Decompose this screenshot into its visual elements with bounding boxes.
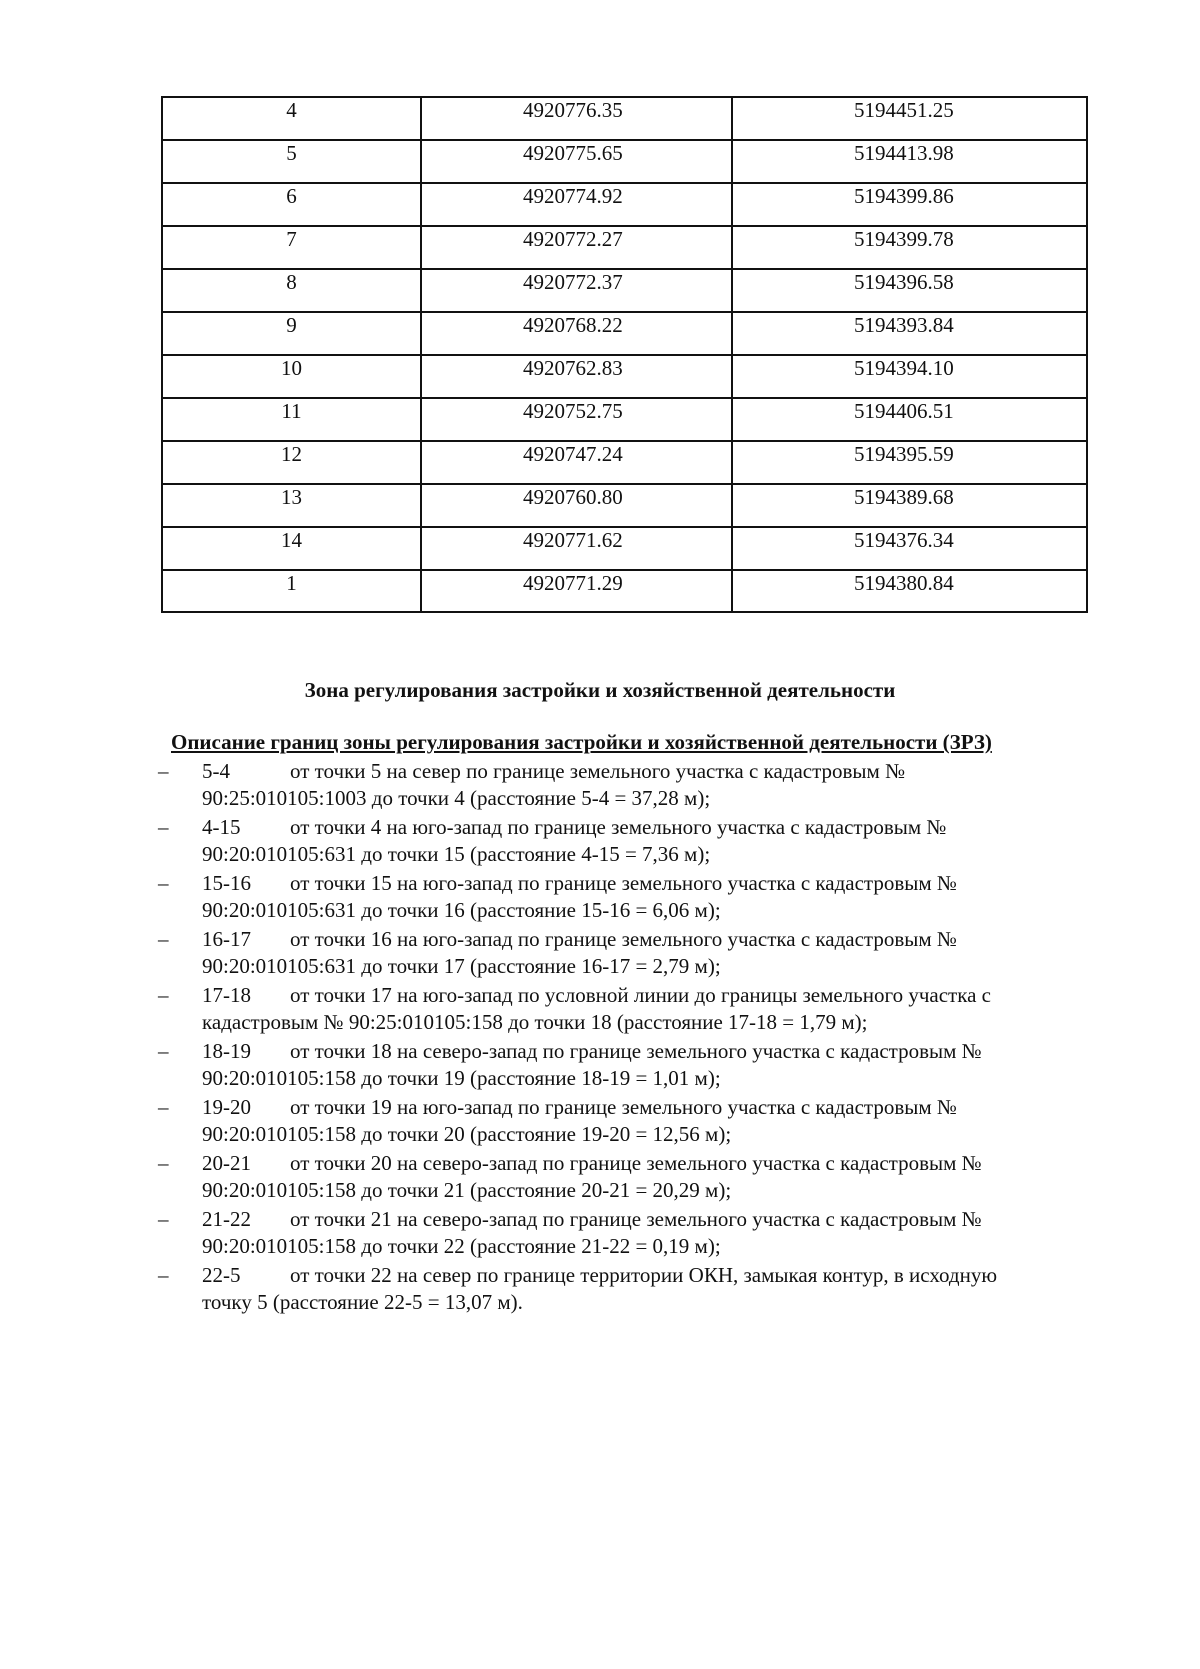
- y-coordinate-cell: 5194376.34: [732, 527, 1087, 570]
- x-coordinate-cell: 4920775.65: [421, 140, 732, 183]
- segment-line-2: 90:20:010105:158 до точки 21 (расстояние 20-21 = 20,29 м);: [202, 1178, 732, 1202]
- segment-line-1: [202, 1094, 1092, 1121]
- y-coordinate-cell: 5194393.84: [732, 312, 1087, 355]
- segment-line-2: 90:20:010105:158 до точки 22 (расстояние 21-22 = 0,19 м);: [202, 1234, 721, 1258]
- list-item: [0, 982, 1200, 1038]
- segment-description: [202, 1150, 1092, 1204]
- x-coordinate-cell: 4920774.92: [421, 183, 732, 226]
- list-dash: –: [158, 1151, 169, 1175]
- table-row: [162, 226, 1087, 269]
- zone-boundary-heading: Описание границ зоны регулирования застройки и хозяйственной деятельности (ЗРЗ): [171, 730, 992, 754]
- point-number-cell: 5: [162, 140, 421, 183]
- zone-title: Зона регулирования застройки и хозяйственной деятельности: [304, 678, 896, 702]
- x-coordinate-cell: 4920752.75: [421, 398, 732, 441]
- segment-description: [202, 982, 1092, 1036]
- segment-text-1: от точки 15 на юго-запад по границе земельного участка с кадастровым №: [290, 871, 957, 895]
- list-item: [0, 1262, 1200, 1318]
- table-row: [162, 355, 1087, 398]
- segment-line-2: 90:20:010105:158 до точки 20 (расстояние 19-20 = 12,56 м);: [202, 1122, 732, 1146]
- point-number-cell: 4: [162, 97, 421, 140]
- list-item: [0, 758, 1200, 814]
- point-number-cell: 12: [162, 441, 421, 484]
- segment-id: 22-5: [202, 1263, 241, 1287]
- segment-text-1: от точки 4 на юго-запад по границе земельного участка с кадастровым №: [290, 815, 947, 839]
- segment-id: 19-20: [202, 1095, 251, 1119]
- segment-id: 18-19: [202, 1039, 251, 1063]
- segment-line-2: 90:25:010105:1003 до точки 4 (расстояние 5-4 = 37,28 м);: [202, 786, 711, 810]
- list-item: [0, 926, 1200, 982]
- list-item: [0, 1094, 1200, 1150]
- segment-description: [202, 1206, 1092, 1260]
- point-number-cell: 8: [162, 269, 421, 312]
- segment-description: [202, 1038, 1092, 1092]
- segment-line-2: точку 5 (расстояние 22-5 = 13,07 м).: [202, 1290, 523, 1314]
- point-number-cell: 13: [162, 484, 421, 527]
- segment-line-1: [202, 870, 1092, 897]
- segment-line-2: кадастровым № 90:25:010105:158 до точки 18 (расстояние 17-18 = 1,79 м);: [202, 1010, 868, 1034]
- point-number-cell: 9: [162, 312, 421, 355]
- segment-id: 21-22: [202, 1207, 251, 1231]
- segment-line-1: [202, 982, 1092, 1009]
- y-coordinate-cell: 5194396.58: [732, 269, 1087, 312]
- segment-line-1: [202, 758, 1092, 785]
- segment-id: 4-15: [202, 815, 241, 839]
- segment-line-1: [202, 1206, 1092, 1233]
- y-coordinate-cell: 5194394.10: [732, 355, 1087, 398]
- list-item: [0, 1038, 1200, 1094]
- table-row: [162, 312, 1087, 355]
- y-coordinate-cell: 5194389.68: [732, 484, 1087, 527]
- point-number-cell: 10: [162, 355, 421, 398]
- segment-line-2: 90:20:010105:158 до точки 19 (расстояние 18-19 = 1,01 м);: [202, 1066, 721, 1090]
- list-item: [0, 870, 1200, 926]
- list-dash: –: [158, 983, 169, 1007]
- segment-description: [202, 926, 1092, 980]
- table-row: [162, 570, 1087, 612]
- y-coordinate-cell: 5194406.51: [732, 398, 1087, 441]
- x-coordinate-cell: 4920762.83: [421, 355, 732, 398]
- segment-text-1: от точки 21 на северо-запад по границе земельного участка с кадастровым №: [290, 1207, 982, 1231]
- x-coordinate-cell: 4920768.22: [421, 312, 732, 355]
- segment-text-1: от точки 17 на юго-запад по условной линии до границы земельного участка с: [290, 983, 991, 1007]
- list-dash: –: [158, 759, 169, 783]
- table-row: [162, 183, 1087, 226]
- segment-line-1: [202, 1150, 1092, 1177]
- segment-id: 16-17: [202, 927, 251, 951]
- boundary-segment-list: [0, 758, 1200, 1318]
- segment-line-2: 90:20:010105:631 до точки 16 (расстояние 15-16 = 6,06 м);: [202, 898, 721, 922]
- segment-text-1: от точки 20 на северо-запад по границе земельного участка с кадастровым №: [290, 1151, 982, 1175]
- x-coordinate-cell: 4920771.29: [421, 570, 732, 612]
- y-coordinate-cell: 5194395.59: [732, 441, 1087, 484]
- segment-id: 15-16: [202, 871, 251, 895]
- segment-description: [202, 814, 1092, 868]
- table-row: [162, 441, 1087, 484]
- y-coordinate-cell: 5194380.84: [732, 570, 1087, 612]
- point-number-cell: 7: [162, 226, 421, 269]
- list-dash: –: [158, 927, 169, 951]
- y-coordinate-cell: 5194399.86: [732, 183, 1087, 226]
- coordinates-table: [161, 96, 1088, 613]
- list-dash: –: [158, 1095, 169, 1119]
- table-row: [162, 97, 1087, 140]
- segment-line-2: 90:20:010105:631 до точки 17 (расстояние 16-17 = 2,79 м);: [202, 954, 721, 978]
- list-item: [0, 1206, 1200, 1262]
- point-number-cell: 6: [162, 183, 421, 226]
- point-number-cell: 1: [162, 570, 421, 612]
- coordinates-table-body: [162, 97, 1087, 612]
- table-row: [162, 140, 1087, 183]
- segment-line-2: 90:20:010105:631 до точки 15 (расстояние 4-15 = 7,36 м);: [202, 842, 711, 866]
- list-dash: –: [158, 1207, 169, 1231]
- table-row: [162, 398, 1087, 441]
- segment-description: [202, 1094, 1092, 1148]
- segment-line-1: [202, 1038, 1092, 1065]
- segment-description: [202, 1262, 1092, 1316]
- segment-text-1: от точки 22 на север по границе территории ОКН, замыкая контур, в исходную: [290, 1263, 998, 1287]
- y-coordinate-cell: 5194413.98: [732, 140, 1087, 183]
- table-row: [162, 484, 1087, 527]
- x-coordinate-cell: 4920772.27: [421, 226, 732, 269]
- segment-text-1: от точки 5 на север по границе земельного участка с кадастровым №: [290, 759, 906, 783]
- point-number-cell: 14: [162, 527, 421, 570]
- list-dash: –: [158, 871, 169, 895]
- segment-line-1: [202, 814, 1092, 841]
- list-dash: –: [158, 815, 169, 839]
- segment-id: 20-21: [202, 1151, 251, 1175]
- y-coordinate-cell: 5194399.78: [732, 226, 1087, 269]
- table-row: [162, 269, 1087, 312]
- segment-line-1: [202, 1262, 1092, 1289]
- x-coordinate-cell: 4920772.37: [421, 269, 732, 312]
- x-coordinate-cell: 4920776.35: [421, 97, 732, 140]
- list-item: [0, 1150, 1200, 1206]
- list-item: [0, 814, 1200, 870]
- x-coordinate-cell: 4920771.62: [421, 527, 732, 570]
- list-dash: –: [158, 1263, 169, 1287]
- segment-id: 5-4: [202, 759, 230, 783]
- point-number-cell: 11: [162, 398, 421, 441]
- x-coordinate-cell: 4920747.24: [421, 441, 732, 484]
- list-dash: –: [158, 1039, 169, 1063]
- table-row: [162, 527, 1087, 570]
- segment-line-1: [202, 926, 1092, 953]
- segment-id: 17-18: [202, 983, 251, 1007]
- segment-text-1: от точки 18 на северо-запад по границе земельного участка с кадастровым №: [290, 1039, 982, 1063]
- segment-description: [202, 870, 1092, 924]
- segment-description: [202, 758, 1092, 812]
- segment-text-1: от точки 16 на юго-запад по границе земельного участка с кадастровым №: [290, 927, 957, 951]
- x-coordinate-cell: 4920760.80: [421, 484, 732, 527]
- y-coordinate-cell: 5194451.25: [732, 97, 1087, 140]
- segment-text-1: от точки 19 на юго-запад по границе земельного участка с кадастровым №: [290, 1095, 957, 1119]
